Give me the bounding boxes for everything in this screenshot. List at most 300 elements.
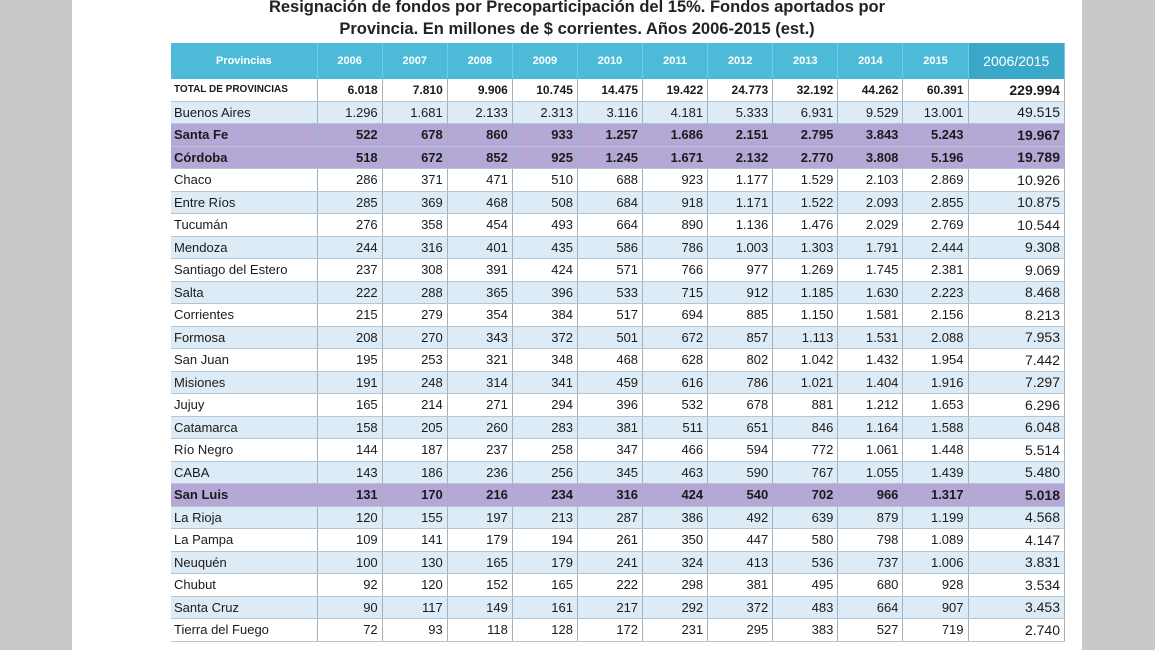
province-name: San Juan	[171, 349, 317, 372]
total-value-cell: 7.297	[968, 371, 1064, 394]
year-value-cell: 131	[317, 484, 382, 507]
year-value-cell: 857	[708, 326, 773, 349]
year-value-cell: 170	[382, 484, 447, 507]
province-name: CABA	[171, 461, 317, 484]
year-value-cell: 664	[838, 596, 903, 619]
province-name: Tierra del Fuego	[171, 619, 317, 642]
year-value-cell: 179	[512, 551, 577, 574]
province-name: TOTAL DE PROVINCIAS	[171, 79, 317, 101]
year-value-cell: 72	[317, 619, 382, 642]
header-2006: 2006	[317, 43, 382, 79]
year-value-cell: 966	[838, 484, 903, 507]
year-value-cell: 517	[577, 304, 642, 327]
year-value-cell: 493	[512, 214, 577, 237]
year-value-cell: 715	[643, 281, 708, 304]
year-value-cell: 459	[577, 371, 642, 394]
year-value-cell: 298	[643, 574, 708, 597]
year-value-cell: 19.422	[643, 79, 708, 101]
year-value-cell: 60.391	[903, 79, 968, 101]
year-value-cell: 161	[512, 596, 577, 619]
year-value-cell: 256	[512, 461, 577, 484]
year-value-cell: 276	[317, 214, 382, 237]
year-value-cell: 1.671	[643, 146, 708, 169]
header-2014: 2014	[838, 43, 903, 79]
year-value-cell: 694	[643, 304, 708, 327]
year-value-cell: 1.630	[838, 281, 903, 304]
year-value-cell: 413	[708, 551, 773, 574]
year-value-cell: 371	[382, 169, 447, 192]
year-value-cell: 1.522	[773, 191, 838, 214]
year-value-cell: 786	[708, 371, 773, 394]
year-value-cell: 248	[382, 371, 447, 394]
province-name: Río Negro	[171, 439, 317, 462]
year-value-cell: 285	[317, 191, 382, 214]
province-name: La Pampa	[171, 529, 317, 552]
year-value-cell: 928	[903, 574, 968, 597]
year-value-cell: 213	[512, 506, 577, 529]
year-value-cell: 3.843	[838, 124, 903, 147]
year-value-cell: 1.021	[773, 371, 838, 394]
year-value-cell: 2.869	[903, 169, 968, 192]
year-value-cell: 186	[382, 461, 447, 484]
year-value-cell: 492	[708, 506, 773, 529]
year-value-cell: 3.808	[838, 146, 903, 169]
year-value-cell: 802	[708, 349, 773, 372]
year-value-cell: 1.791	[838, 236, 903, 259]
year-value-cell: 2.795	[773, 124, 838, 147]
year-value-cell: 358	[382, 214, 447, 237]
year-value-cell: 10.745	[512, 79, 577, 101]
year-value-cell: 1.745	[838, 259, 903, 282]
table-row	[171, 214, 1065, 237]
table-body	[171, 79, 1065, 641]
year-value-cell: 172	[577, 619, 642, 642]
year-value-cell: 6.018	[317, 79, 382, 101]
year-value-cell: 288	[382, 281, 447, 304]
year-value-cell: 1.164	[838, 416, 903, 439]
table-row	[171, 146, 1065, 169]
year-value-cell: 155	[382, 506, 447, 529]
year-value-cell: 144	[317, 439, 382, 462]
total-value-cell: 19.967	[968, 124, 1064, 147]
year-value-cell: 1.588	[903, 416, 968, 439]
year-value-cell: 2.381	[903, 259, 968, 282]
year-value-cell: 234	[512, 484, 577, 507]
year-value-cell: 261	[577, 529, 642, 552]
year-value-cell: 702	[773, 484, 838, 507]
total-value-cell: 8.468	[968, 281, 1064, 304]
header-provincias: Provincias	[171, 43, 317, 79]
total-value-cell: 6.048	[968, 416, 1064, 439]
year-value-cell: 527	[838, 619, 903, 642]
year-value-cell: 890	[643, 214, 708, 237]
year-value-cell: 1.439	[903, 461, 968, 484]
year-value-cell: 208	[317, 326, 382, 349]
table-row	[171, 349, 1065, 372]
header-2010: 2010	[577, 43, 642, 79]
year-value-cell: 231	[643, 619, 708, 642]
province-name: Santiago del Estero	[171, 259, 317, 282]
year-value-cell: 1.113	[773, 326, 838, 349]
year-value-cell: 158	[317, 416, 382, 439]
year-value-cell: 195	[317, 349, 382, 372]
year-value-cell: 879	[838, 506, 903, 529]
year-value-cell: 511	[643, 416, 708, 439]
year-value-cell: 594	[708, 439, 773, 462]
year-value-cell: 688	[577, 169, 642, 192]
year-value-cell: 222	[577, 574, 642, 597]
table-row	[171, 326, 1065, 349]
province-name: Neuquén	[171, 551, 317, 574]
year-value-cell: 2.133	[447, 101, 512, 124]
year-value-cell: 918	[643, 191, 708, 214]
province-name: Misiones	[171, 371, 317, 394]
year-value-cell: 1.245	[577, 146, 642, 169]
year-value-cell: 2.132	[708, 146, 773, 169]
total-value-cell: 9.069	[968, 259, 1064, 282]
header-2013: 2013	[773, 43, 838, 79]
year-value-cell: 13.001	[903, 101, 968, 124]
year-value-cell: 678	[382, 124, 447, 147]
province-name: Mendoza	[171, 236, 317, 259]
year-value-cell: 798	[838, 529, 903, 552]
year-value-cell: 100	[317, 551, 382, 574]
table-row	[171, 304, 1065, 327]
year-value-cell: 286	[317, 169, 382, 192]
year-value-cell: 165	[447, 551, 512, 574]
year-value-cell: 912	[708, 281, 773, 304]
year-value-cell: 580	[773, 529, 838, 552]
province-name: Formosa	[171, 326, 317, 349]
header-2008: 2008	[447, 43, 512, 79]
year-value-cell: 369	[382, 191, 447, 214]
title-line-1: Resignación de fondos por Precoparticipación del 15%. Fondos aportados por	[268, 0, 886, 16]
year-value-cell: 2.444	[903, 236, 968, 259]
header-total: 2006/2015	[968, 43, 1064, 79]
year-value-cell: 1.296	[317, 101, 382, 124]
total-value-cell: 3.453	[968, 596, 1064, 619]
total-value-cell: 10.875	[968, 191, 1064, 214]
year-value-cell: 2.156	[903, 304, 968, 327]
table-header-row	[171, 43, 1065, 79]
total-value-cell: 3.534	[968, 574, 1064, 597]
table-row	[171, 259, 1065, 282]
year-value-cell: 684	[577, 191, 642, 214]
year-value-cell: 279	[382, 304, 447, 327]
year-value-cell: 1.476	[773, 214, 838, 237]
table-row	[171, 461, 1065, 484]
year-value-cell: 1.150	[773, 304, 838, 327]
year-value-cell: 222	[317, 281, 382, 304]
year-value-cell: 354	[447, 304, 512, 327]
year-value-cell: 483	[773, 596, 838, 619]
year-value-cell: 510	[512, 169, 577, 192]
document-page	[72, 0, 1082, 650]
year-value-cell: 501	[577, 326, 642, 349]
year-value-cell: 1.529	[773, 169, 838, 192]
province-name: Chubut	[171, 574, 317, 597]
table-row	[171, 439, 1065, 462]
year-value-cell: 466	[643, 439, 708, 462]
year-value-cell: 396	[577, 394, 642, 417]
year-value-cell: 454	[447, 214, 512, 237]
total-value-cell: 10.544	[968, 214, 1064, 237]
year-value-cell: 9.906	[447, 79, 512, 101]
year-value-cell: 117	[382, 596, 447, 619]
funds-table	[171, 43, 1065, 642]
year-value-cell: 343	[447, 326, 512, 349]
year-value-cell: 846	[773, 416, 838, 439]
year-value-cell: 401	[447, 236, 512, 259]
year-value-cell: 2.093	[838, 191, 903, 214]
year-value-cell: 885	[708, 304, 773, 327]
year-value-cell: 424	[512, 259, 577, 282]
year-value-cell: 345	[577, 461, 642, 484]
table-row	[171, 551, 1065, 574]
year-value-cell: 165	[317, 394, 382, 417]
year-value-cell: 536	[773, 551, 838, 574]
total-value-cell: 8.213	[968, 304, 1064, 327]
year-value-cell: 347	[577, 439, 642, 462]
document-title	[72, 0, 1082, 40]
year-value-cell: 237	[317, 259, 382, 282]
year-value-cell: 197	[447, 506, 512, 529]
province-name: Buenos Aires	[171, 101, 317, 124]
year-value-cell: 9.529	[838, 101, 903, 124]
year-value-cell: 468	[577, 349, 642, 372]
year-value-cell: 384	[512, 304, 577, 327]
total-value-cell: 6.296	[968, 394, 1064, 417]
table-row	[171, 79, 1065, 101]
year-value-cell: 508	[512, 191, 577, 214]
province-name: Tucumán	[171, 214, 317, 237]
year-value-cell: 2.769	[903, 214, 968, 237]
year-value-cell: 187	[382, 439, 447, 462]
year-value-cell: 463	[643, 461, 708, 484]
year-value-cell: 2.770	[773, 146, 838, 169]
year-value-cell: 1.581	[838, 304, 903, 327]
year-value-cell: 14.475	[577, 79, 642, 101]
table-row	[171, 619, 1065, 642]
year-value-cell: 447	[708, 529, 773, 552]
year-value-cell: 130	[382, 551, 447, 574]
year-value-cell: 590	[708, 461, 773, 484]
province-name: Entre Ríos	[171, 191, 317, 214]
year-value-cell: 214	[382, 394, 447, 417]
year-value-cell: 386	[643, 506, 708, 529]
year-value-cell: 120	[382, 574, 447, 597]
year-value-cell: 4.181	[643, 101, 708, 124]
year-value-cell: 680	[838, 574, 903, 597]
year-value-cell: 381	[577, 416, 642, 439]
table-row	[171, 236, 1065, 259]
province-name: Córdoba	[171, 146, 317, 169]
table-row	[171, 596, 1065, 619]
year-value-cell: 1.089	[903, 529, 968, 552]
year-value-cell: 350	[643, 529, 708, 552]
year-value-cell: 719	[903, 619, 968, 642]
year-value-cell: 295	[708, 619, 773, 642]
year-value-cell: 93	[382, 619, 447, 642]
province-name: Salta	[171, 281, 317, 304]
province-name: Santa Cruz	[171, 596, 317, 619]
year-value-cell: 1.212	[838, 394, 903, 417]
table-row	[171, 371, 1065, 394]
total-value-cell: 4.568	[968, 506, 1064, 529]
year-value-cell: 308	[382, 259, 447, 282]
year-value-cell: 32.192	[773, 79, 838, 101]
province-name: Santa Fe	[171, 124, 317, 147]
year-value-cell: 435	[512, 236, 577, 259]
year-value-cell: 205	[382, 416, 447, 439]
year-value-cell: 522	[317, 124, 382, 147]
year-value-cell: 149	[447, 596, 512, 619]
year-value-cell: 571	[577, 259, 642, 282]
year-value-cell: 120	[317, 506, 382, 529]
year-value-cell: 294	[512, 394, 577, 417]
year-value-cell: 324	[643, 551, 708, 574]
year-value-cell: 2.855	[903, 191, 968, 214]
total-value-cell: 7.953	[968, 326, 1064, 349]
year-value-cell: 424	[643, 484, 708, 507]
year-value-cell: 292	[643, 596, 708, 619]
year-value-cell: 1.042	[773, 349, 838, 372]
year-value-cell: 152	[447, 574, 512, 597]
total-value-cell: 5.514	[968, 439, 1064, 462]
year-value-cell: 258	[512, 439, 577, 462]
table-row	[171, 281, 1065, 304]
year-value-cell: 1.136	[708, 214, 773, 237]
total-value-cell: 9.308	[968, 236, 1064, 259]
year-value-cell: 786	[643, 236, 708, 259]
header-2012: 2012	[708, 43, 773, 79]
year-value-cell: 216	[447, 484, 512, 507]
year-value-cell: 6.931	[773, 101, 838, 124]
year-value-cell: 1.177	[708, 169, 773, 192]
year-value-cell: 1.954	[903, 349, 968, 372]
year-value-cell: 533	[577, 281, 642, 304]
year-value-cell: 341	[512, 371, 577, 394]
year-value-cell: 5.333	[708, 101, 773, 124]
table-row	[171, 124, 1065, 147]
year-value-cell: 396	[512, 281, 577, 304]
year-value-cell: 241	[577, 551, 642, 574]
province-name: Chaco	[171, 169, 317, 192]
year-value-cell: 7.810	[382, 79, 447, 101]
year-value-cell: 321	[447, 349, 512, 372]
header-2007: 2007	[382, 43, 447, 79]
year-value-cell: 2.103	[838, 169, 903, 192]
year-value-cell: 1.185	[773, 281, 838, 304]
year-value-cell: 1.061	[838, 439, 903, 462]
table-row	[171, 506, 1065, 529]
year-value-cell: 237	[447, 439, 512, 462]
total-value-cell: 10.926	[968, 169, 1064, 192]
year-value-cell: 639	[773, 506, 838, 529]
year-value-cell: 1.055	[838, 461, 903, 484]
year-value-cell: 923	[643, 169, 708, 192]
table-row	[171, 574, 1065, 597]
total-value-cell: 2.740	[968, 619, 1064, 642]
year-value-cell: 179	[447, 529, 512, 552]
table-row	[171, 191, 1065, 214]
year-value-cell: 737	[838, 551, 903, 574]
total-value-cell: 4.147	[968, 529, 1064, 552]
year-value-cell: 365	[447, 281, 512, 304]
header-2015: 2015	[903, 43, 968, 79]
year-value-cell: 287	[577, 506, 642, 529]
year-value-cell: 1.269	[773, 259, 838, 282]
year-value-cell: 2.223	[903, 281, 968, 304]
province-name: Corrientes	[171, 304, 317, 327]
total-value-cell: 229.994	[968, 79, 1064, 101]
year-value-cell: 933	[512, 124, 577, 147]
year-value-cell: 90	[317, 596, 382, 619]
year-value-cell: 194	[512, 529, 577, 552]
total-value-cell: 3.831	[968, 551, 1064, 574]
table-row	[171, 416, 1065, 439]
year-value-cell: 128	[512, 619, 577, 642]
year-value-cell: 1.686	[643, 124, 708, 147]
year-value-cell: 766	[643, 259, 708, 282]
year-value-cell: 767	[773, 461, 838, 484]
year-value-cell: 907	[903, 596, 968, 619]
year-value-cell: 141	[382, 529, 447, 552]
header-2009: 2009	[512, 43, 577, 79]
year-value-cell: 1.257	[577, 124, 642, 147]
year-value-cell: 348	[512, 349, 577, 372]
year-value-cell: 852	[447, 146, 512, 169]
year-value-cell: 165	[512, 574, 577, 597]
year-value-cell: 1.303	[773, 236, 838, 259]
year-value-cell: 925	[512, 146, 577, 169]
year-value-cell: 92	[317, 574, 382, 597]
province-name: Catamarca	[171, 416, 317, 439]
year-value-cell: 1.681	[382, 101, 447, 124]
year-value-cell: 253	[382, 349, 447, 372]
total-value-cell: 5.018	[968, 484, 1064, 507]
year-value-cell: 664	[577, 214, 642, 237]
title-line-2: Provincia. En millones de $ corrientes. Años 2006-2015 (est.)	[339, 20, 815, 38]
total-value-cell: 5.480	[968, 461, 1064, 484]
year-value-cell: 1.916	[903, 371, 968, 394]
year-value-cell: 5.243	[903, 124, 968, 147]
year-value-cell: 1.404	[838, 371, 903, 394]
year-value-cell: 881	[773, 394, 838, 417]
table-row	[171, 169, 1065, 192]
year-value-cell: 271	[447, 394, 512, 417]
province-name: La Rioja	[171, 506, 317, 529]
year-value-cell: 495	[773, 574, 838, 597]
year-value-cell: 2.151	[708, 124, 773, 147]
table-row	[171, 484, 1065, 507]
year-value-cell: 678	[708, 394, 773, 417]
table-row	[171, 101, 1065, 124]
year-value-cell: 540	[708, 484, 773, 507]
province-name: Jujuy	[171, 394, 317, 417]
year-value-cell: 118	[447, 619, 512, 642]
year-value-cell: 1.003	[708, 236, 773, 259]
year-value-cell: 672	[643, 326, 708, 349]
year-value-cell: 191	[317, 371, 382, 394]
year-value-cell: 586	[577, 236, 642, 259]
year-value-cell: 616	[643, 371, 708, 394]
year-value-cell: 372	[512, 326, 577, 349]
total-value-cell: 7.442	[968, 349, 1064, 372]
year-value-cell: 24.773	[708, 79, 773, 101]
year-value-cell: 1.531	[838, 326, 903, 349]
year-value-cell: 260	[447, 416, 512, 439]
